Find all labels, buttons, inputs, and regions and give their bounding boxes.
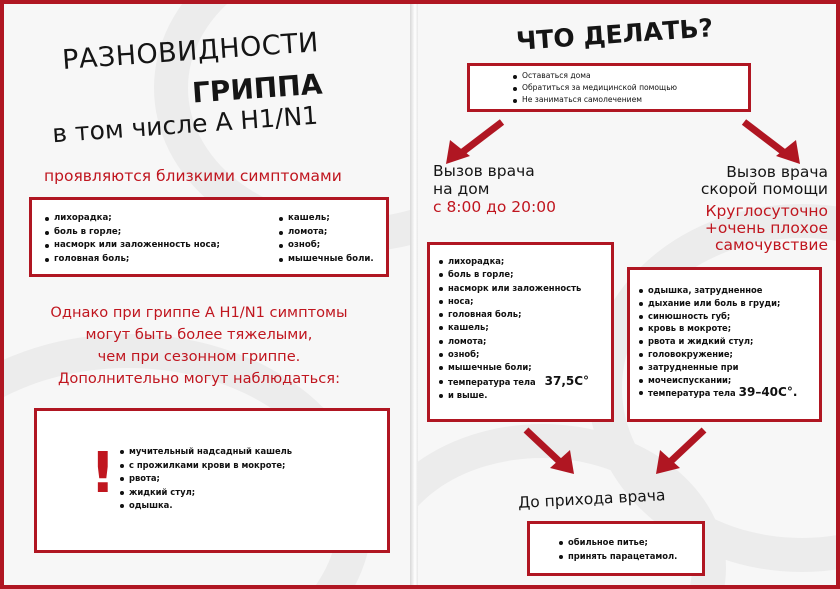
list-item: температура тела 39–40С°. bbox=[638, 386, 797, 400]
list-item: ломота; bbox=[278, 226, 374, 240]
extra-symptoms-list bbox=[119, 445, 292, 513]
list-item: насморк или заложенность bbox=[438, 282, 589, 295]
list-item-continuation: дыхание или боль в груди; bbox=[638, 297, 797, 310]
emergency-note: +очень плохое bbox=[704, 219, 828, 237]
list-item-continuation: носа; bbox=[438, 295, 589, 308]
arrow-down-left-icon bbox=[440, 116, 510, 166]
arrow-down-right-icon bbox=[736, 116, 806, 166]
list-item: ломота; bbox=[438, 335, 589, 348]
list-item: рвота и жидкий стул; bbox=[638, 335, 797, 348]
list-item: обильное питье; bbox=[558, 536, 677, 550]
list-item: озноб; bbox=[278, 239, 374, 253]
list-item: мышечные боли. bbox=[278, 253, 374, 267]
list-item: лихорадка; bbox=[438, 255, 589, 268]
home-call-heading bbox=[433, 162, 556, 216]
symptoms-list-right bbox=[278, 212, 374, 266]
extra-symptoms-box bbox=[34, 408, 390, 553]
list-item: озноб; bbox=[438, 348, 589, 361]
first-steps-list bbox=[512, 70, 677, 106]
home-call-line: Вызов врача bbox=[433, 162, 535, 180]
list-item-continuation: мочеиспускании; bbox=[638, 374, 797, 387]
list-item: Не заниматься самолечением bbox=[512, 94, 677, 106]
list-item-continuation: и выше. bbox=[438, 389, 589, 402]
list-item: головная боль; bbox=[44, 253, 220, 267]
before-doctor-box bbox=[527, 521, 705, 576]
list-item: боль в горле; bbox=[438, 268, 589, 281]
list-item: мышечные боли; bbox=[438, 361, 589, 374]
page-title-h1n1: в том числе А H1/N1 bbox=[51, 100, 319, 149]
home-symptoms-box bbox=[427, 242, 614, 422]
home-call-time: с 8:00 до 20:00 bbox=[433, 198, 556, 216]
h1n1-warning bbox=[4, 302, 394, 390]
list-item: одышка, затрудненное bbox=[638, 284, 797, 297]
list-item: лихорадка; bbox=[44, 212, 220, 226]
what-to-do-title: ЧТО ДЕЛАТЬ? bbox=[515, 13, 715, 56]
home-temperature: 37,5С° bbox=[544, 373, 590, 388]
emergency-line: скорой помощи bbox=[700, 180, 828, 198]
symptoms-list-left bbox=[44, 212, 220, 266]
list-item: затрудненные при bbox=[638, 361, 797, 374]
before-doctor-heading: До прихода врача bbox=[517, 486, 666, 512]
common-symptoms-box bbox=[29, 197, 389, 277]
symptoms-subtitle: проявляются близкими симптомами bbox=[44, 167, 342, 185]
arrow-down-left-icon bbox=[652, 424, 712, 476]
emergency-temperature: 39–40С°. bbox=[738, 385, 798, 400]
list-item: синюшность губ; bbox=[638, 310, 797, 323]
warning-line: чем при сезонном гриппе. bbox=[97, 348, 301, 365]
page-title: РАЗНОВИДНОСТИ bbox=[61, 27, 320, 76]
warning-line: Однако при гриппе А H1/N1 симптомы bbox=[50, 304, 348, 321]
list-item: кровь в мокроте; bbox=[638, 322, 797, 335]
list-item: температура тела 37,5С° bbox=[438, 375, 589, 389]
list-item: кашель; bbox=[438, 321, 589, 334]
right-page bbox=[418, 4, 836, 585]
before-doctor-list bbox=[558, 536, 677, 563]
list-item-continuation: с прожилками крови в мокроте; bbox=[119, 459, 292, 473]
list-item: кашель; bbox=[278, 212, 374, 226]
emergency-line: Вызов врача bbox=[726, 163, 828, 181]
list-item: головокружение; bbox=[638, 348, 797, 361]
page-title-flu: ГРИППА bbox=[191, 67, 324, 110]
emergency-note: самочувствие bbox=[715, 236, 828, 254]
arrow-down-right-icon bbox=[518, 424, 578, 476]
emergency-call-heading bbox=[663, 164, 828, 254]
list-item: головная боль; bbox=[438, 308, 589, 321]
list-item: Оставаться дома bbox=[512, 70, 677, 82]
list-item: одышка. bbox=[119, 499, 292, 513]
emergency-note: Круглосуточно bbox=[705, 202, 828, 220]
list-item: Обратиться за медицинской помощью bbox=[512, 82, 677, 94]
list-item: насморк или заложенность носа; bbox=[44, 239, 220, 253]
list-item: боль в горле; bbox=[44, 226, 220, 240]
list-item: мучительный надсадный кашель bbox=[119, 445, 292, 459]
warning-line: могут быть более тяжелыми, bbox=[85, 326, 313, 343]
warning-line: Дополнительно могут наблюдаться: bbox=[57, 370, 340, 387]
first-steps-box bbox=[467, 63, 751, 112]
home-call-line: на дом bbox=[433, 180, 490, 198]
emergency-symptoms-box bbox=[627, 267, 822, 422]
list-item: принять парацетамол. bbox=[558, 550, 677, 564]
list-item: жидкий стул; bbox=[119, 486, 292, 500]
home-symptoms-list bbox=[438, 255, 589, 402]
exclamation-mark: ! bbox=[90, 441, 116, 506]
left-page bbox=[4, 4, 412, 585]
emergency-symptoms-list bbox=[638, 284, 797, 400]
list-item: рвота; bbox=[119, 472, 292, 486]
